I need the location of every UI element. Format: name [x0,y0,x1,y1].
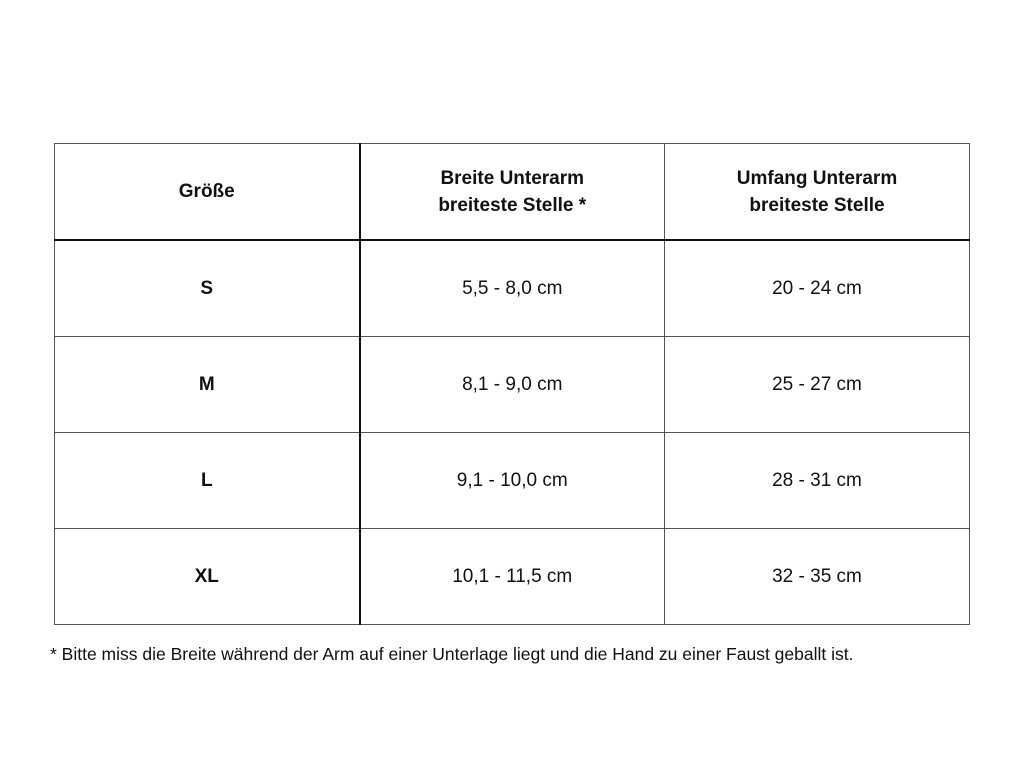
size-cell: L [55,433,360,529]
size-chart-table [54,143,970,625]
header-size [55,144,360,241]
table-row [55,337,970,433]
width-cell: 5,5 - 8,0 cm [360,240,665,337]
header-circumference [665,144,970,241]
table-row [55,240,970,337]
header-circumference-line-1: Umfang Unterarm [736,167,898,189]
width-cell: 8,1 - 9,0 cm [360,337,665,433]
header-width [360,144,665,241]
circumference-cell: 28 - 31 cm [665,433,970,529]
width-cell: 10,1 - 11,5 cm [360,529,665,625]
table-row [55,433,970,529]
measurement-footnote: * Bitte miss die Breite während der Arm auf einer Unterlage liegt und die Hand zu einer Faust geballt ist. [50,644,854,664]
circumference-cell: 20 - 24 cm [665,240,970,337]
header-width-line-1: Breite Unterarm [440,167,585,189]
size-cell: S [55,240,360,337]
header-circumference-line-2: breiteste Stelle [749,194,885,216]
header-width-line-2: breiteste Stelle * [438,194,587,216]
width-cell: 9,1 - 10,0 cm [360,433,665,529]
size-cell: M [55,337,360,433]
size-cell: XL [55,529,360,625]
header-row [55,144,970,241]
circumference-cell: 32 - 35 cm [665,529,970,625]
table-row [55,529,970,625]
header-size-label: Größe [178,181,235,202]
circumference-cell: 25 - 27 cm [665,337,970,433]
